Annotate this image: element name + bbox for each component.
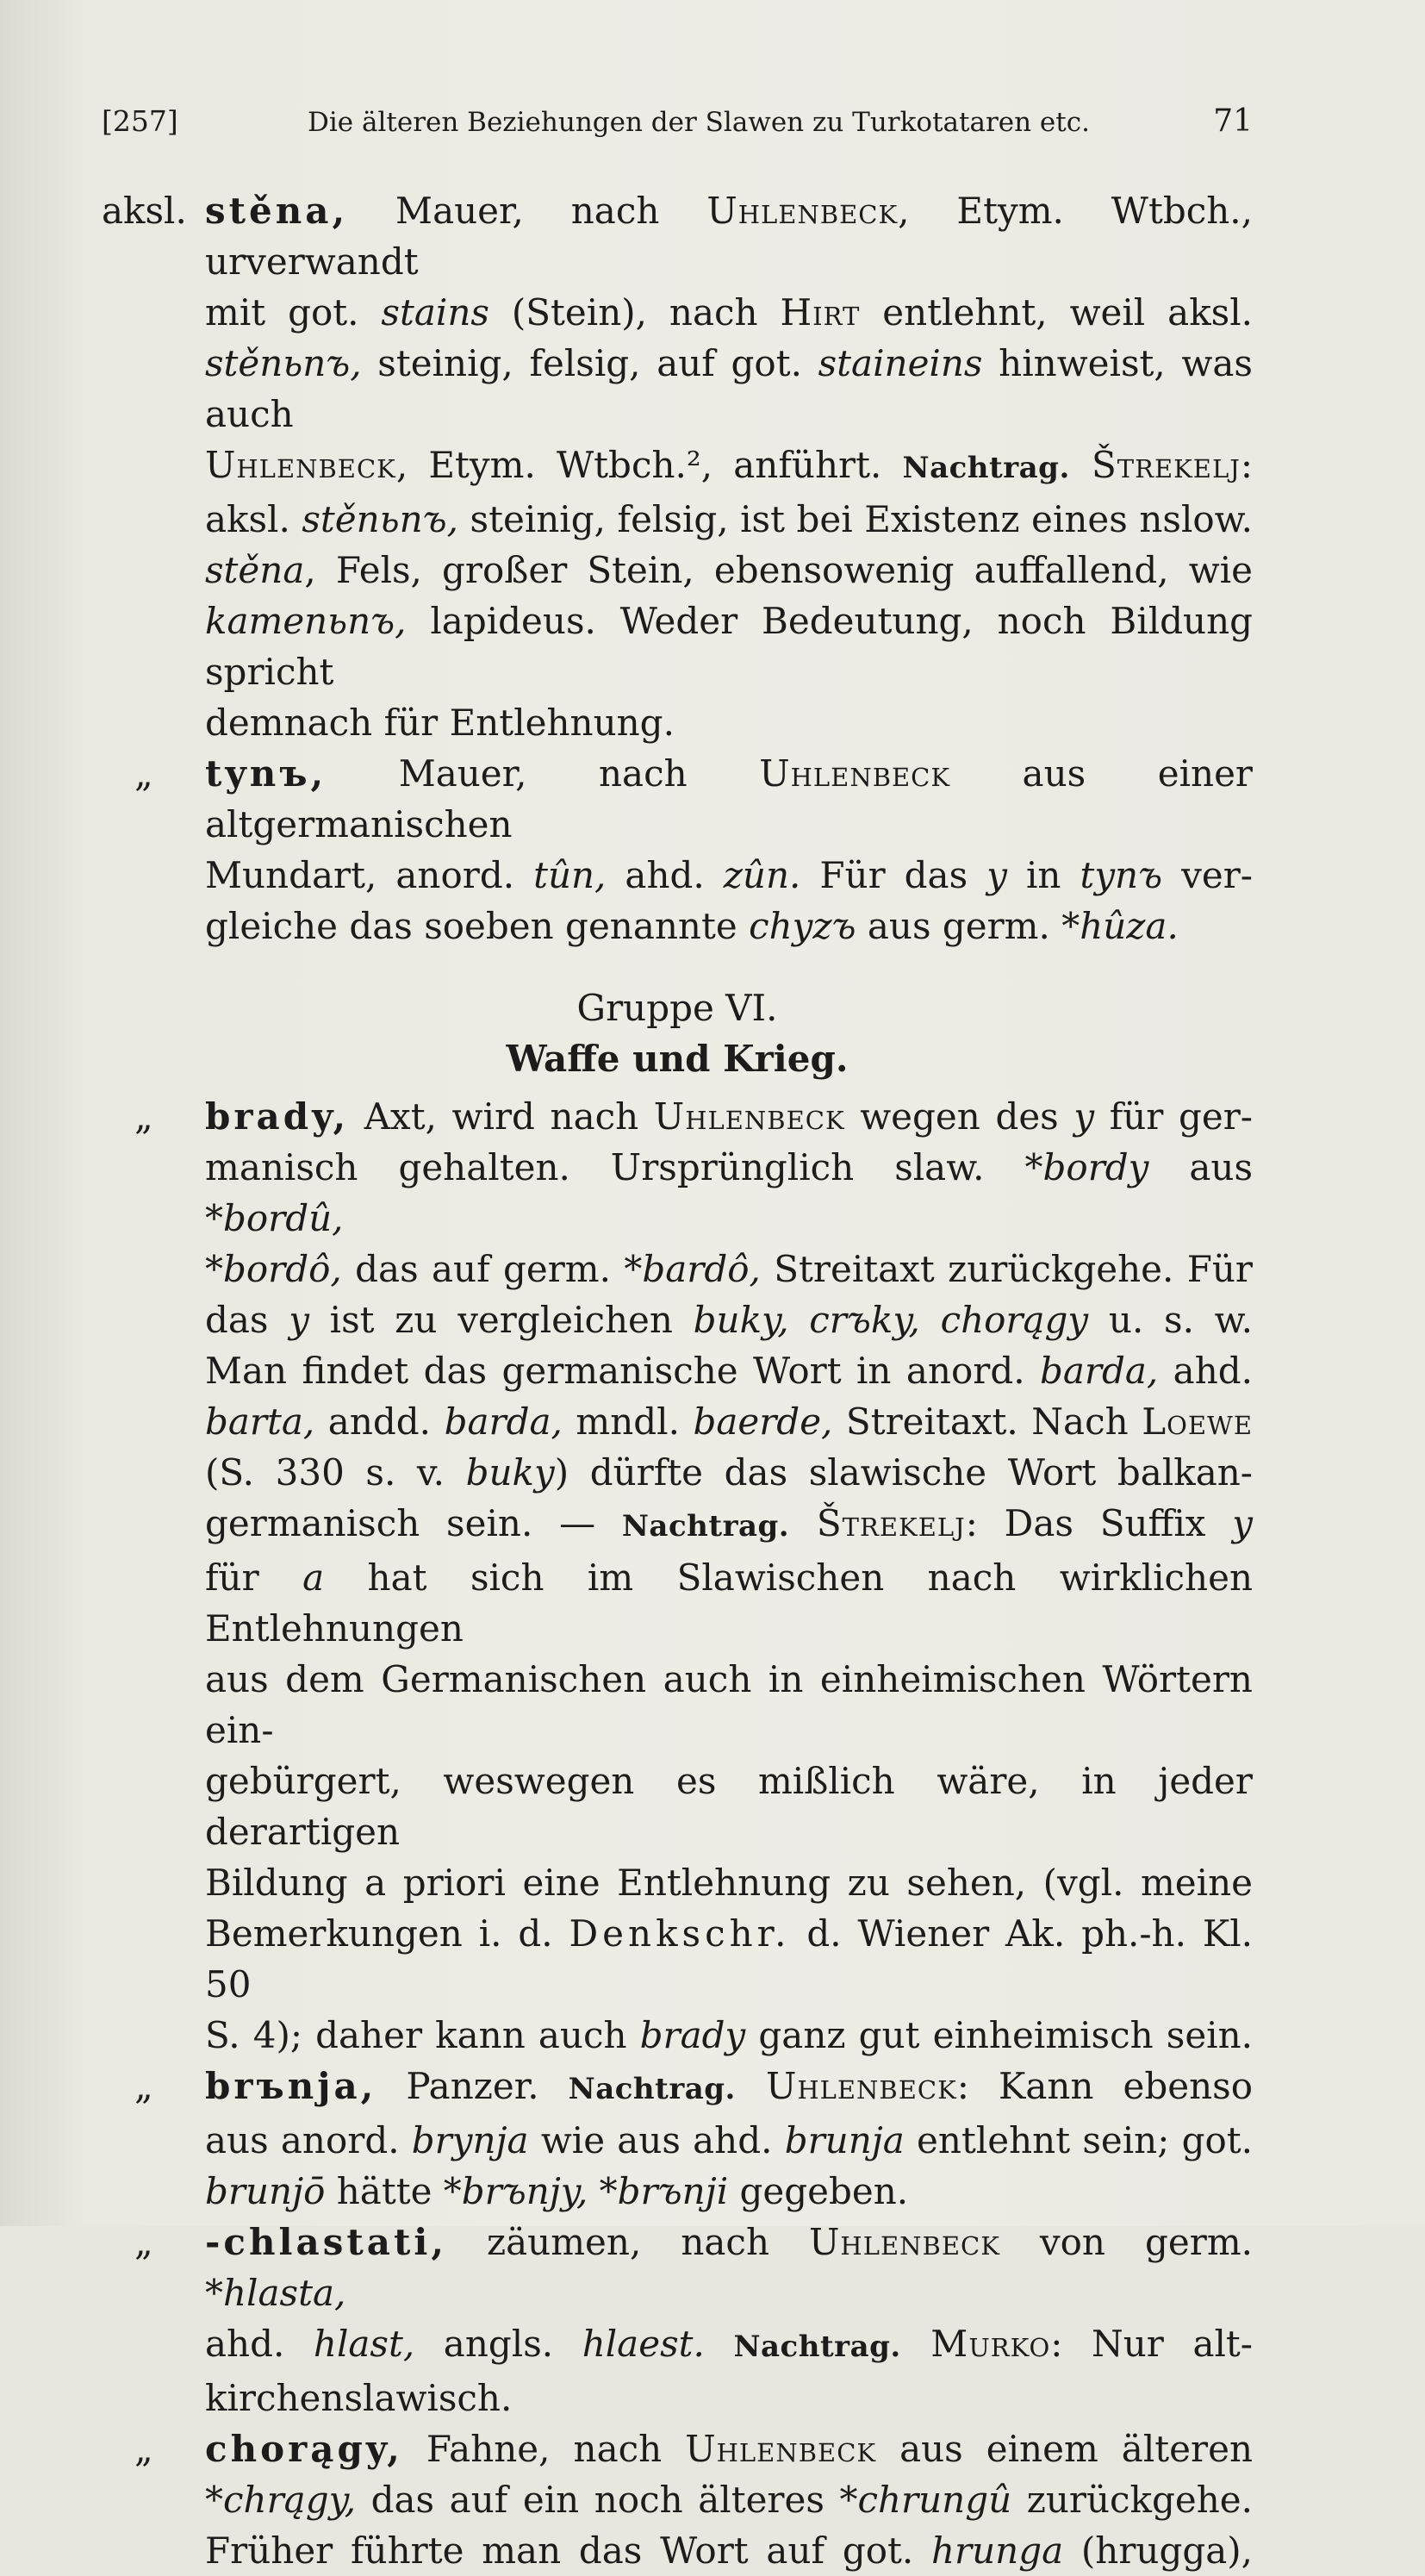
page-body	[102, 185, 1253, 2576]
section-heading: Gruppe VI.	[576, 987, 778, 1029]
lemma: tynъ,	[205, 752, 327, 795]
running-header	[102, 103, 1253, 139]
running-title: Die älteren Beziehungen der Slawen zu Turkotataren etc.	[308, 107, 1090, 138]
ditto-mark: „	[134, 2065, 153, 2107]
ditto-mark: „	[134, 1095, 153, 1138]
ditto-mark: „	[134, 2221, 153, 2263]
entry-brady: „ brady, Axt, wird nach Uhlenbeck wegen des y für ger- manisch gehalten. Ursprünglich slaw. *bordy aus *bordû, *bordô, das auf germ. *bardô, Streitaxt zurückgehe. Für das y ist zu vergleichen buky, crъky, chorągy u. s. w. Man findet das germanische Wort in anord. barda, ahd. barta, andd. barda, mndl. baerde, Streitaxt. Nach Loewe (S. 330 s. v. buky) dürfte das slawische Wort balkan- germanisch sein. — Nachtrag. Štrekelj: Das Suffix y für a hat sich im Slawischen nach wirklichen Entlehnungen aus dem Germanischen auch in einheimischen Wörtern ein- gebürgert, weswegen es mißlich wäre, in jeder derartigen Bildung a priori eine Entlehnung zu sehen, (vgl. meine Bemerkungen i. d. Denkschr. d. Wiener Ak. ph.-h. Kl. 50 S. 4); daher kann auch brady ganz gut einheimisch sein.	[102, 1091, 1253, 2061]
language-prefix: aksl.	[102, 190, 187, 232]
section-subheading: Waffe und Krieg.	[506, 1038, 849, 1080]
entry-brnja: „ brъnja, Panzer. Nachtrag. Uhlenbeck: Kann ebenso aus anord. brynja wie aus ahd. brunja entlehnt sein; got. brunjō hätte *brъnjy, *brъnji gegeben.	[102, 2061, 1253, 2217]
ditto-mark: „	[134, 2428, 153, 2470]
lemma: brъnja,	[205, 2065, 377, 2107]
entry-tyn: „ tynъ, Mauer, nach Uhlenbeck aus einer altgermanischen Mundart, anord. tûn, ahd. zûn. Für das y in tynъ ver- gleiche das soeben genannte chyzъ aus germ. *hûza.	[102, 748, 1253, 951]
ditto-mark: „	[134, 752, 153, 795]
lemma: brady,	[205, 1095, 350, 1138]
entry-chlastati: „ -chlastati, zäumen, nach Uhlenbeck von germ. *hlasta, ahd. hlast, angls. hlaest. Nachtrag. Murko: Nur alt- kirchenslawisch.	[102, 2217, 1253, 2423]
page-reference: [257]	[102, 104, 178, 138]
lemma: -chlastati,	[205, 2221, 447, 2263]
page-number: 71	[1213, 103, 1253, 139]
lemma: chorągy,	[205, 2428, 403, 2470]
entry-stena: aksl. stěna, Mauer, nach Uhlenbeck, Etym. Wtbch., urverwandt mit got. stains (Stein), nach Hirt entlehnt, weil aksl. stěnьnъ, steinig, felsig, auf got. staineins hinweist, was auch Uhlenbeck, Etym. Wtbch.², anführt. Nachtrag. Štrekelj: aksl. stěnьnъ, steinig, felsig, ist bei Existenz eines nslow. stěna, Fels, großer Stein, ebensowenig auffallend, wie kamenьnъ, lapideus. Weder Bedeutung, noch Bildung spricht demnach für Entlehnung.	[102, 185, 1253, 748]
lemma: stěna,	[205, 190, 349, 232]
entry-chorogy: „ chorągy, Fahne, nach Uhlenbeck aus einem älteren *chrągy, das auf ein noch älteres *chrungû zurückgehe. Früher führte man das Wort auf got. hrunga (hrugga),	[102, 2423, 1253, 2576]
